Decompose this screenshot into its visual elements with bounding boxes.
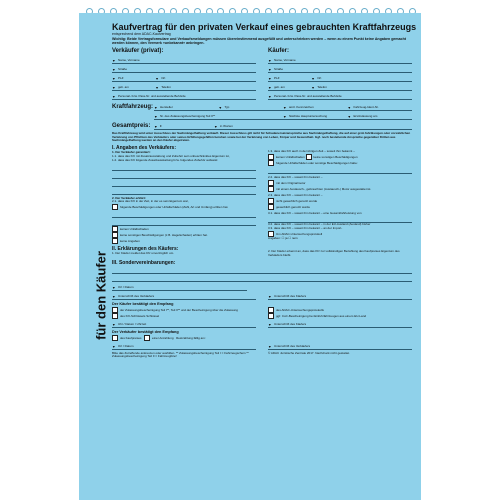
- declares-heading: 2. Der Verkäufer erklärt:: [112, 195, 146, 200]
- field-label: Nächste Hauptuntersuchung: [289, 114, 328, 119]
- vehicle-plate-field[interactable]: ▼ amtl. Kennzeichen: [283, 102, 348, 111]
- seller-plz-field[interactable]: ▼ PLZ: [112, 73, 155, 82]
- field-label: amtl. Kennzeichen: [289, 105, 314, 110]
- checkbox-label: des Kaufpreises: [120, 335, 142, 340]
- footer: [112, 352, 412, 359]
- damage-line[interactable]: [112, 210, 256, 218]
- damage-line[interactable]: [268, 166, 412, 174]
- receipt-buyer-items: [112, 307, 412, 319]
- receipt-seller-heading: Der Verkäufer bestätigt den Empfang: [112, 329, 179, 334]
- field-label: Nr. des Zulassungsbescheinigung Teil II**: [160, 114, 216, 119]
- right-item: 3.3. dass das Kfz – soweit ihm bekannt – an der Import-: [268, 226, 343, 231]
- seller-birth-row: [112, 82, 256, 91]
- section2-left: [112, 244, 256, 258]
- section2-heading: II. Erklärungen des Käufers:: [112, 246, 179, 253]
- checkbox-label: keine sonstigen Beschädigungen: [313, 154, 358, 159]
- form-title: Kaufvertrag für den privaten Verkauf eines gebrauchten Kraftfahrzeugs: [112, 22, 417, 32]
- field-label: Name, Vorname: [274, 58, 296, 63]
- damage-line[interactable]: [112, 218, 256, 226]
- checkbox[interactable]: [112, 204, 118, 210]
- place-date-field[interactable]: ▼ Ort / Datum: [112, 282, 247, 291]
- receipt-buyer-sign: [112, 319, 412, 328]
- field-label: Uhr / Datum / Uhrzeit: [118, 322, 147, 327]
- buyer-plz-field[interactable]: ▼ PLZ: [268, 73, 311, 82]
- buyer-id-field[interactable]: ▼ Personal- bzw. Pass-Nr. und ausstellende Behörde: [268, 91, 412, 100]
- checkbox-label: nicht gewerblich genutzt wurde: [276, 198, 318, 203]
- vehicle-row-1: [112, 102, 412, 111]
- buyer-phone-field[interactable]: ▼ Telefon: [311, 82, 412, 91]
- price-amount-field[interactable]: ▼ €: [154, 121, 214, 130]
- form-warning: Wichtig: Beide Vertragsformulare und Verkaufsmeldungen müssen übereinstimmend ausgefüllt und unterschrieben werden – wenn zu einem Punkt keine Angaben gemacht werden können, den Vermerk »unbekannt« anbringen.: [112, 37, 406, 46]
- side-label: [91, 236, 109, 356]
- buyer-name-field[interactable]: ▼ Name, Vorname: [268, 55, 412, 64]
- right-item: 1.3. dass das Kfz auch in der übrigen Zeit – soweit ihm bekannt –: [268, 149, 355, 154]
- field-label: Personal- bzw. Pass-Nr. und ausstellende Behörde: [118, 94, 186, 99]
- special-line[interactable]: [112, 266, 412, 274]
- side-label-text: für den Käufer: [93, 251, 109, 340]
- field-label: Fahrzeug-Ident-Nr.: [353, 105, 379, 110]
- field-label: PLZ: [274, 76, 280, 81]
- checkbox-label: Um ADAC-Untersuchungsprotokoll: [276, 231, 323, 236]
- checkbox-label: keinen Unfallschaden: [276, 154, 305, 159]
- right-item: [268, 186, 412, 192]
- checkbox-label: folgende Beschädigungen oder Unfallschäden (Zahl, Art und Umfang) erlitten hat.: [120, 204, 229, 209]
- section2-item2: 2. Der Käufer erkennt an, dass das Kfz zur vollständigen Bezahlung des Kaufpreises Eigentum des Verkäufers bleibt.: [268, 249, 400, 257]
- seller-heading: Verkäufer (privat):: [112, 47, 164, 54]
- seller-id-field[interactable]: ▼ Personal- bzw. Pass-Nr. und ausstellende Behörde: [112, 91, 256, 100]
- footer-note: Bitte das Zutreffende ankreuzen oder ausfüllen. ** Zulassungsbescheinigung Teil I = Fahrzeugschein ** Zulassungsbescheinigung Teil II = Fahrzeugbrief: [112, 350, 249, 359]
- checkbox-label: des Kfz-Schlüssels: [120, 313, 146, 318]
- signature-row: [112, 291, 412, 300]
- vehicle-heading: Kraftfahrzeug:: [112, 103, 154, 110]
- section1-heading: I. Angaben des Verkäufers:: [112, 145, 177, 152]
- field-label: PLZ: [118, 76, 124, 81]
- seller-city-field[interactable]: ▼ Ort: [155, 73, 256, 82]
- field-label: Personal- bzw. Pass-Nr. und ausstellende Behörde: [274, 94, 342, 99]
- checkbox-label: der Zulassungsbescheinigung Teil I**, Teil II** und der Bescheinigung über die Zulassung: [120, 307, 238, 312]
- field-label: Straße: [118, 67, 128, 72]
- section1-right: [268, 143, 412, 244]
- currency-label: €: [160, 124, 162, 129]
- section1: [112, 143, 412, 244]
- price-words-field[interactable]: ▼ in Worten: [214, 121, 412, 130]
- seller-birthdate-field[interactable]: ▼ geb. am: [112, 82, 155, 91]
- key-label: Schlüssel: [146, 313, 160, 318]
- field-label: geb. am: [118, 85, 129, 90]
- right-item: 2.3. dass das Kfz – soweit ihm bekannt –: [268, 192, 323, 197]
- checkbox-label: gewerblich genutzt wurde: [276, 204, 311, 209]
- receipt-item: [112, 307, 256, 313]
- field-label: Erstzulassung am: [353, 114, 378, 119]
- checkbox-label: keine Angaben: [120, 238, 140, 243]
- seller-plz-row: [112, 73, 256, 82]
- seller-street-field[interactable]: ▼ Straße: [112, 64, 256, 73]
- right-item: 2.2. dass das Kfz – soweit ihm bekannt –: [268, 175, 323, 179]
- section2-right: [268, 244, 412, 258]
- section2: [112, 244, 412, 258]
- buyer-signature-field[interactable]: ▼ Unterschrift des Käufers: [268, 291, 412, 300]
- seller-signature-field[interactable]: ▼ Unterschrift des Verkäufers: [112, 291, 256, 300]
- checkbox-label: ggf. CoC-Bescheinigung bei Einfuhrfahrzeugen aus einem EU-Land: [276, 313, 367, 318]
- field-label: Unterschrift des Käufers: [274, 294, 307, 299]
- field-label: Ort: [161, 76, 166, 81]
- receipt-seller-date[interactable]: ▼ Ort / Datum: [112, 341, 256, 350]
- section2-item1: 1. Der Käufer meldet das Kfz unverzüglich um.: [112, 251, 175, 256]
- receipt-buyer-heading: Der Käufer bestätigt den Empfang: [112, 301, 174, 306]
- field-label: Ort / Datum: [118, 344, 134, 349]
- seller-block: [112, 48, 256, 100]
- accessory-line[interactable]: [112, 171, 256, 179]
- vehicle-maker-field[interactable]: ▼ Hersteller: [154, 102, 219, 111]
- right-item: Angaben: ☐ ja ☐ nein: [268, 235, 298, 240]
- buyer-block: [268, 48, 412, 100]
- section1-left: [112, 143, 256, 244]
- guarantee-item: 1.2. dass das Kfz folgende Zusatzausstattung bzw. folgendes Zubehör aufweist:: [112, 157, 219, 162]
- right-item: [268, 204, 412, 210]
- checkbox-label: mit dem Originalmotor: [276, 180, 306, 185]
- receipt-seller-signature[interactable]: ▼ Unterschrift des Verkäufers: [268, 341, 412, 350]
- footer-copyright: © ADAC Juristische Zentrale 2017. Nachdruck nicht gestattet.: [268, 350, 350, 355]
- field-label: Ort: [317, 76, 322, 81]
- vehicle-vin-field[interactable]: ▼ Fahrzeug-Ident-Nr.: [348, 102, 413, 111]
- parties: [112, 48, 412, 100]
- guarantee-heading: 1. Der Verkäufer garantiert:: [112, 150, 151, 155]
- receipt-seller-sign: [112, 341, 412, 350]
- field-label: Unterschrift des Verkäufers: [118, 294, 155, 299]
- buyer-city-field[interactable]: ▼ Ort: [311, 73, 412, 82]
- buyer-street-field[interactable]: ▼ Straße: [268, 64, 412, 73]
- right-item: 3.2. dass das Kfz – soweit ihm bekannt – in der EU-Ausland (Ausland) bisher: [268, 222, 371, 227]
- field-label: geb. am: [274, 85, 285, 90]
- form-subtitle: entsprechend dem ADAC-Kaufvertrag: [112, 32, 171, 36]
- field-label: Unterschrift des Verkäufers: [274, 344, 311, 349]
- receipt-buyer-right: [268, 307, 412, 319]
- form-content: [112, 22, 417, 359]
- checkbox-label: Restzahlung fällig am:: [176, 335, 206, 340]
- vehicle-type-field[interactable]: ▼ Typ: [219, 102, 284, 111]
- checkbox[interactable]: [268, 186, 274, 192]
- guarantee-item: 1.1. dass das Kfz mit Zusatzausstattung und Zubehör sein unbeschränktes Eigentum ist,: [112, 154, 230, 158]
- price-heading: Gesamtpreis:: [112, 122, 151, 129]
- vehicle-firstreg-field[interactable]: ▼ Erstzulassung am: [348, 111, 413, 120]
- legal-text: Das Kraftfahrzeug wird unter Ausschluss der Sachmängelhaftung verkauft. Dieser Ausschluss gilt nicht für Schadenersatzansprüche aus Sachmängelhaftung, die auf einer grob fahrlässigen oder vorsätzlichen Verletzung von Pflichten des Verkäufers oder seines Erfüllungsgehilfen beruhen sowie bei der Verletzung von Leben, Körper und Gesundheit. Ggf. noch bestehende Ansprüche gegenüber Dritten aus Sachmängelhaftung werden an den Käufer abgetreten.: [112, 130, 411, 143]
- seller-name-field[interactable]: ▼ Name, Vorname: [112, 55, 256, 64]
- checkbox-label: einer Anzahlung: [152, 335, 174, 340]
- receipt-buyer-signature[interactable]: ▼ Unterschrift des Käufers: [268, 319, 412, 328]
- receipt-time-field[interactable]: ▼ Uhr / Datum / Uhrzeit: [112, 319, 256, 328]
- field-label: Telefon: [161, 85, 171, 90]
- price-row: [112, 121, 412, 130]
- field-label: Name, Vorname: [118, 58, 140, 63]
- field-label: Straße: [274, 67, 284, 72]
- checkbox-label: keinen Unfallschaden: [120, 226, 149, 231]
- checkbox[interactable]: [268, 204, 274, 210]
- receipt-buyer-left: [112, 307, 256, 319]
- accessory-line[interactable]: [112, 179, 256, 187]
- field-label: Typ: [224, 105, 230, 110]
- special-line[interactable]: [112, 274, 412, 282]
- buyer-heading: Käufer:: [268, 47, 290, 54]
- checkbox-label: des ADAC-Untersuchungsprotokolls: [276, 307, 324, 312]
- checkbox-label: mit einem Austausch-, gebrauchten (Austausch-) Motor ausgestattet ist.: [276, 186, 372, 191]
- buyer-birthdate-field[interactable]: ▼ geb. am: [268, 82, 311, 91]
- accessory-line[interactable]: [112, 163, 256, 171]
- checkbox[interactable]: [268, 160, 274, 166]
- buyer-plz-row: [268, 73, 412, 82]
- vehicle-doc-field[interactable]: ▼ Nr. des Zulassungsbescheinigung Teil II**: [154, 111, 283, 120]
- field-label: Ort / Datum: [118, 285, 134, 290]
- field-label: Unterschrift des Käufers: [274, 322, 307, 327]
- vehicle-row-2: [112, 111, 412, 120]
- vehicle-inspection-field[interactable]: ▼ Nächste Hauptuntersuchung: [283, 111, 348, 120]
- field-label: Telefon: [317, 85, 327, 90]
- field-label: in Worten: [220, 124, 233, 129]
- field-label: Hersteller: [160, 105, 173, 110]
- seller-phone-field[interactable]: ▼ Telefon: [155, 82, 256, 91]
- declares-item: 2.1. dass das Kfz in der Zeit, in der es sein Eigentum war,: [112, 199, 189, 204]
- buyer-birth-row: [268, 82, 412, 91]
- section3-heading: III. Sondervereinbarungen:: [112, 259, 176, 266]
- right-item: 3.1. dass das Kfz – soweit ihm bekannt – eine Gesamtfahrleistung von: [268, 210, 362, 215]
- checkbox-label: keine sonstigen Beschädigungen (z.B. Hagelschaden) erlitten hat.: [120, 232, 208, 237]
- checkbox-label: folgende Unfallschäden oder sonstige Beschädigungen hatte:: [276, 160, 358, 165]
- accessory-line[interactable]: [112, 187, 256, 195]
